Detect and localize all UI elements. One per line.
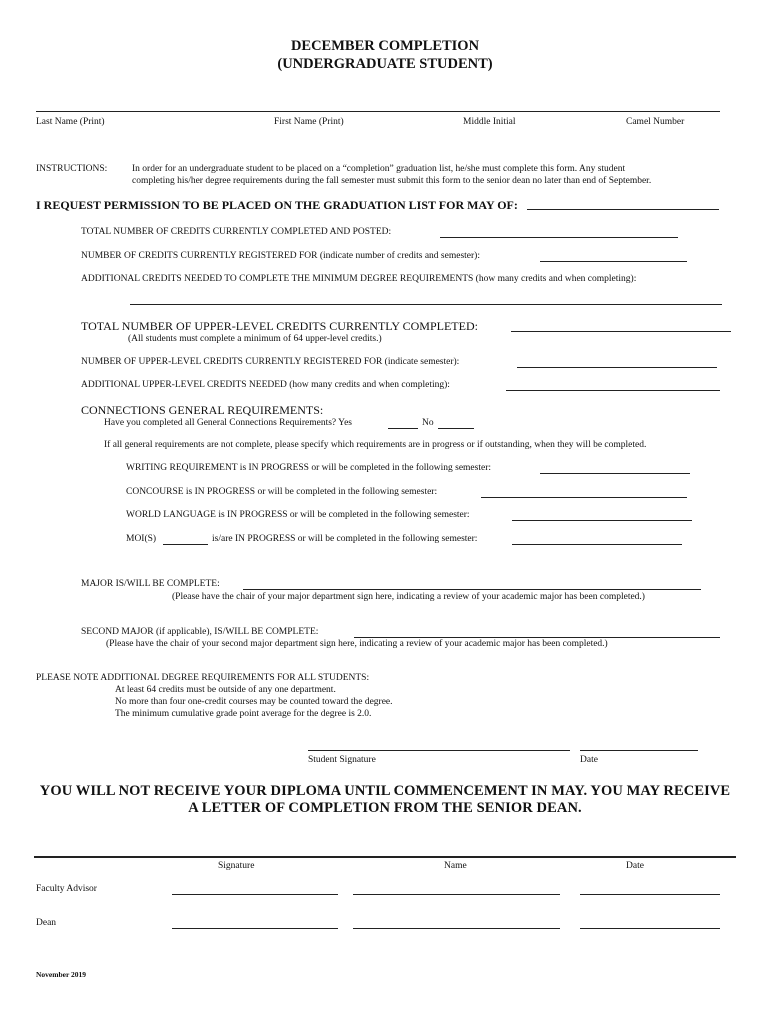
approvals-divider — [34, 856, 736, 858]
concourse-field[interactable] — [481, 497, 687, 498]
name-line[interactable] — [36, 111, 720, 112]
moi-name-field[interactable] — [163, 544, 208, 545]
connections-no-field[interactable] — [438, 428, 474, 429]
diploma-warning-line-1: YOU WILL NOT RECEIVE YOUR DIPLOMA UNTIL COMMENCEMENT IN MAY. YOU MAY RECEIVE — [39, 783, 731, 799]
camel-number-label: Camel Number — [626, 117, 685, 127]
middle-initial-label: Middle Initial — [463, 117, 516, 127]
upper-level-registered-field[interactable] — [517, 367, 717, 368]
writing-requirement-label: WRITING REQUIREMENT is IN PROGRESS or will be completed in the following semester: — [126, 463, 492, 473]
additional-credits-label: ADDITIONAL CREDITS NEEDED TO COMPLETE THE MINIMUM DEGREE REQUIREMENTS (how many credits and when completing): — [81, 274, 637, 284]
second-major-note: (Please have the chair of your second major department sign here, indicating a review of your academic major has been completed.) — [106, 639, 608, 649]
form-title: DECEMBER COMPLETION — [290, 38, 480, 54]
student-date-label: Date — [580, 755, 598, 765]
notes-heading: PLEASE NOTE ADDITIONAL DEGREE REQUIREMENTS FOR ALL STUDENTS: — [36, 673, 370, 683]
instructions-label: INSTRUCTIONS: — [36, 164, 108, 174]
connections-heading: CONNECTIONS GENERAL REQUIREMENTS: — [81, 403, 324, 417]
instructions-line-2: completing his/her degree requirements during the fall semester must submit this form to the senior dean no later than end of September. — [132, 176, 652, 186]
second-major-signature-field[interactable] — [354, 637, 720, 638]
upper-level-total-field[interactable] — [511, 331, 731, 332]
faculty-advisor-date-field[interactable] — [580, 894, 720, 895]
faculty-advisor-name-field[interactable] — [353, 894, 560, 895]
world-language-field[interactable] — [512, 520, 692, 521]
form-subtitle: (UNDERGRADUATE STUDENT) — [277, 56, 493, 72]
connections-no-label: No — [422, 418, 434, 428]
major-note: (Please have the chair of your major department sign here, indicating a review of your academic major has been completed.) — [172, 592, 645, 602]
student-signature-label: Student Signature — [308, 755, 376, 765]
footer-date: November 2019 — [36, 970, 87, 979]
first-name-label: First Name (Print) — [274, 117, 344, 127]
diploma-warning-line-2: A LETTER OF COMPLETION FROM THE SENIOR DEAN. — [188, 800, 582, 816]
writing-requirement-field[interactable] — [540, 473, 690, 474]
column-name: Name — [444, 861, 467, 871]
moi-suffix-label: is/are IN PROGRESS or will be completed in the following semester: — [212, 534, 478, 544]
major-label: MAJOR IS/WILL BE COMPLETE: — [81, 579, 220, 589]
upper-level-note: (All students must complete a minimum of 64 upper-level credits.) — [128, 334, 382, 344]
world-language-label: WORLD LANGUAGE is IN PROGRESS or will be completed in the following semester: — [126, 510, 470, 520]
upper-level-additional-field[interactable] — [506, 390, 720, 391]
dean-label: Dean — [36, 918, 57, 928]
upper-level-additional-label: ADDITIONAL UPPER-LEVEL CREDITS NEEDED (how many credits and when completing): — [81, 380, 450, 390]
student-date-field[interactable] — [580, 750, 698, 751]
column-date: Date — [626, 861, 644, 871]
second-major-label: SECOND MAJOR (if applicable), IS/WILL BE COMPLETE: — [81, 627, 319, 637]
note-item: No more than four one-credit courses may be counted toward the degree. — [115, 697, 393, 707]
graduation-year-field[interactable] — [527, 209, 719, 210]
note-item: The minimum cumulative grade point average for the degree is 2.0. — [115, 709, 372, 719]
dean-date-field[interactable] — [580, 928, 720, 929]
instructions-line-1: In order for an undergraduate student to be placed on a “completion” graduation list, he/she must complete this form. Any student — [132, 164, 626, 174]
student-signature-field[interactable] — [308, 750, 570, 751]
connections-question: Have you completed all General Connections Requirements? Yes — [104, 418, 352, 428]
major-signature-field[interactable] — [243, 589, 701, 590]
dean-signature-field[interactable] — [172, 928, 338, 929]
moi-semester-field[interactable] — [512, 544, 682, 545]
column-signature: Signature — [218, 861, 255, 871]
note-item: At least 64 credits must be outside of any one department. — [115, 685, 336, 695]
connections-yes-field[interactable] — [388, 428, 418, 429]
last-name-label: Last Name (Print) — [36, 117, 105, 127]
additional-credits-field[interactable] — [130, 304, 722, 305]
concourse-label: CONCOURSE is IN PROGRESS or will be completed in the following semester: — [126, 487, 438, 497]
dean-name-field[interactable] — [353, 928, 560, 929]
connections-instruction: If all general requirements are not complete, please specify which requirements are in progress or if outstanding, when they will be completed. — [104, 440, 647, 450]
request-heading: I REQUEST PERMISSION TO BE PLACED ON THE GRADUATION LIST FOR MAY OF: — [36, 198, 518, 212]
registered-credits-label: NUMBER OF CREDITS CURRENTLY REGISTERED FOR (indicate number of credits and semester): — [81, 251, 480, 261]
upper-level-registered-label: NUMBER OF UPPER-LEVEL CREDITS CURRENTLY REGISTERED FOR (indicate semester): — [81, 357, 460, 367]
total-credits-label: TOTAL NUMBER OF CREDITS CURRENTLY COMPLETED AND POSTED: — [81, 227, 392, 237]
faculty-advisor-label: Faculty Advisor — [36, 884, 97, 894]
upper-level-total-label: TOTAL NUMBER OF UPPER-LEVEL CREDITS CURRENTLY COMPLETED: — [81, 319, 478, 333]
total-credits-field[interactable] — [440, 237, 678, 238]
registered-credits-field[interactable] — [540, 261, 687, 262]
faculty-advisor-signature-field[interactable] — [172, 894, 338, 895]
moi-label: MOI(S) — [126, 534, 157, 544]
